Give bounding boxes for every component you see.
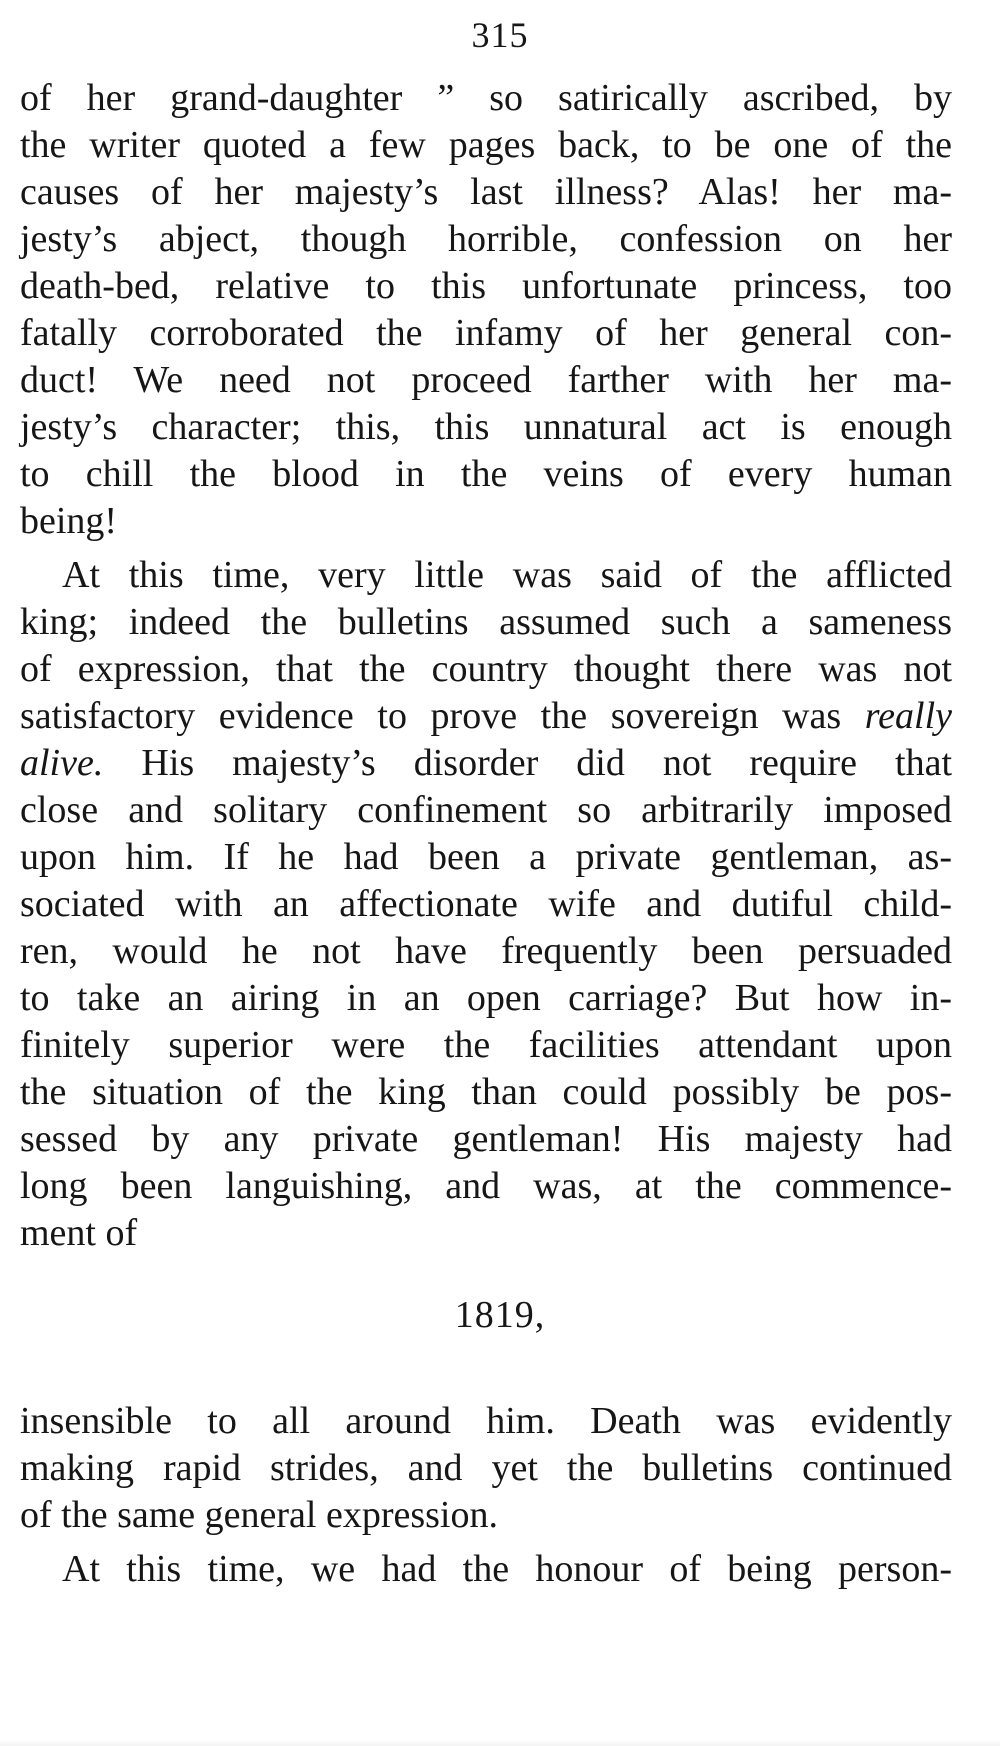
- text-line: death-bed, relative to this unfortunate princess, too: [20, 265, 952, 307]
- text-line: jesty’s character; this, this unnatural act is enough: [20, 406, 952, 448]
- text-line: sociated with an affectionate wife and dutiful child-: [20, 883, 952, 925]
- text-line: the situation of the king than could possibly be pos-: [20, 1071, 952, 1113]
- text-line: king; indeed the bulletins assumed such a sameness: [20, 601, 952, 643]
- emphasis-text: really: [864, 695, 952, 737]
- paragraph-first-line: At this time, we had the honour of being person-: [62, 1548, 952, 1590]
- text-line: duct! We need not proceed farther with her ma-: [20, 359, 952, 401]
- text-line: upon him. If he had been a private gentleman, as-: [20, 836, 952, 878]
- text-line: sessed by any private gentleman! His majesty had: [20, 1118, 952, 1160]
- text-line: to chill the blood in the veins of every human: [20, 453, 952, 495]
- text-line: of the same general expression.: [20, 1494, 498, 1536]
- text-line: alive. His majesty’s disorder did not require that: [20, 742, 952, 784]
- text-line: long been languishing, and was, at the commence-: [20, 1165, 952, 1207]
- text-line: jesty’s abject, though horrible, confession on her: [20, 218, 952, 260]
- text-line: causes of her majesty’s last illness? Alas! her ma-: [20, 171, 952, 213]
- text-line: to take an airing in an open carriage? But how in-: [20, 977, 952, 1019]
- text-line: of her grand-daughter ” so satirically ascribed, by: [20, 77, 952, 119]
- emphasis-text: alive.: [20, 742, 104, 784]
- year-heading: 1819,: [454, 1294, 546, 1336]
- text-line: the writer quoted a few pages back, to be one of the: [20, 124, 952, 166]
- text-line: satisfactory evidence to prove the sovereign was really: [20, 695, 952, 737]
- text-line: ren, would he not have frequently been persuaded: [20, 930, 952, 972]
- text-line: insensible to all around him. Death was evidently: [20, 1400, 952, 1442]
- text-line: close and solitary confinement so arbitrarily imposed: [20, 789, 952, 831]
- text-line: finitely superior were the facilities attendant upon: [20, 1024, 952, 1066]
- text-line: ment of: [20, 1212, 138, 1254]
- page-edge: [0, 1740, 1000, 1746]
- text-line: fatally corroborated the infamy of her general con-: [20, 312, 952, 354]
- page-number: 315: [471, 15, 529, 55]
- text-line: being!: [20, 500, 118, 542]
- text-line: making rapid strides, and yet the bulletins continued: [20, 1447, 952, 1489]
- paragraph-first-line: At this time, very little was said of the afflicted: [62, 554, 952, 596]
- text-line: of expression, that the country thought there was not: [20, 648, 952, 690]
